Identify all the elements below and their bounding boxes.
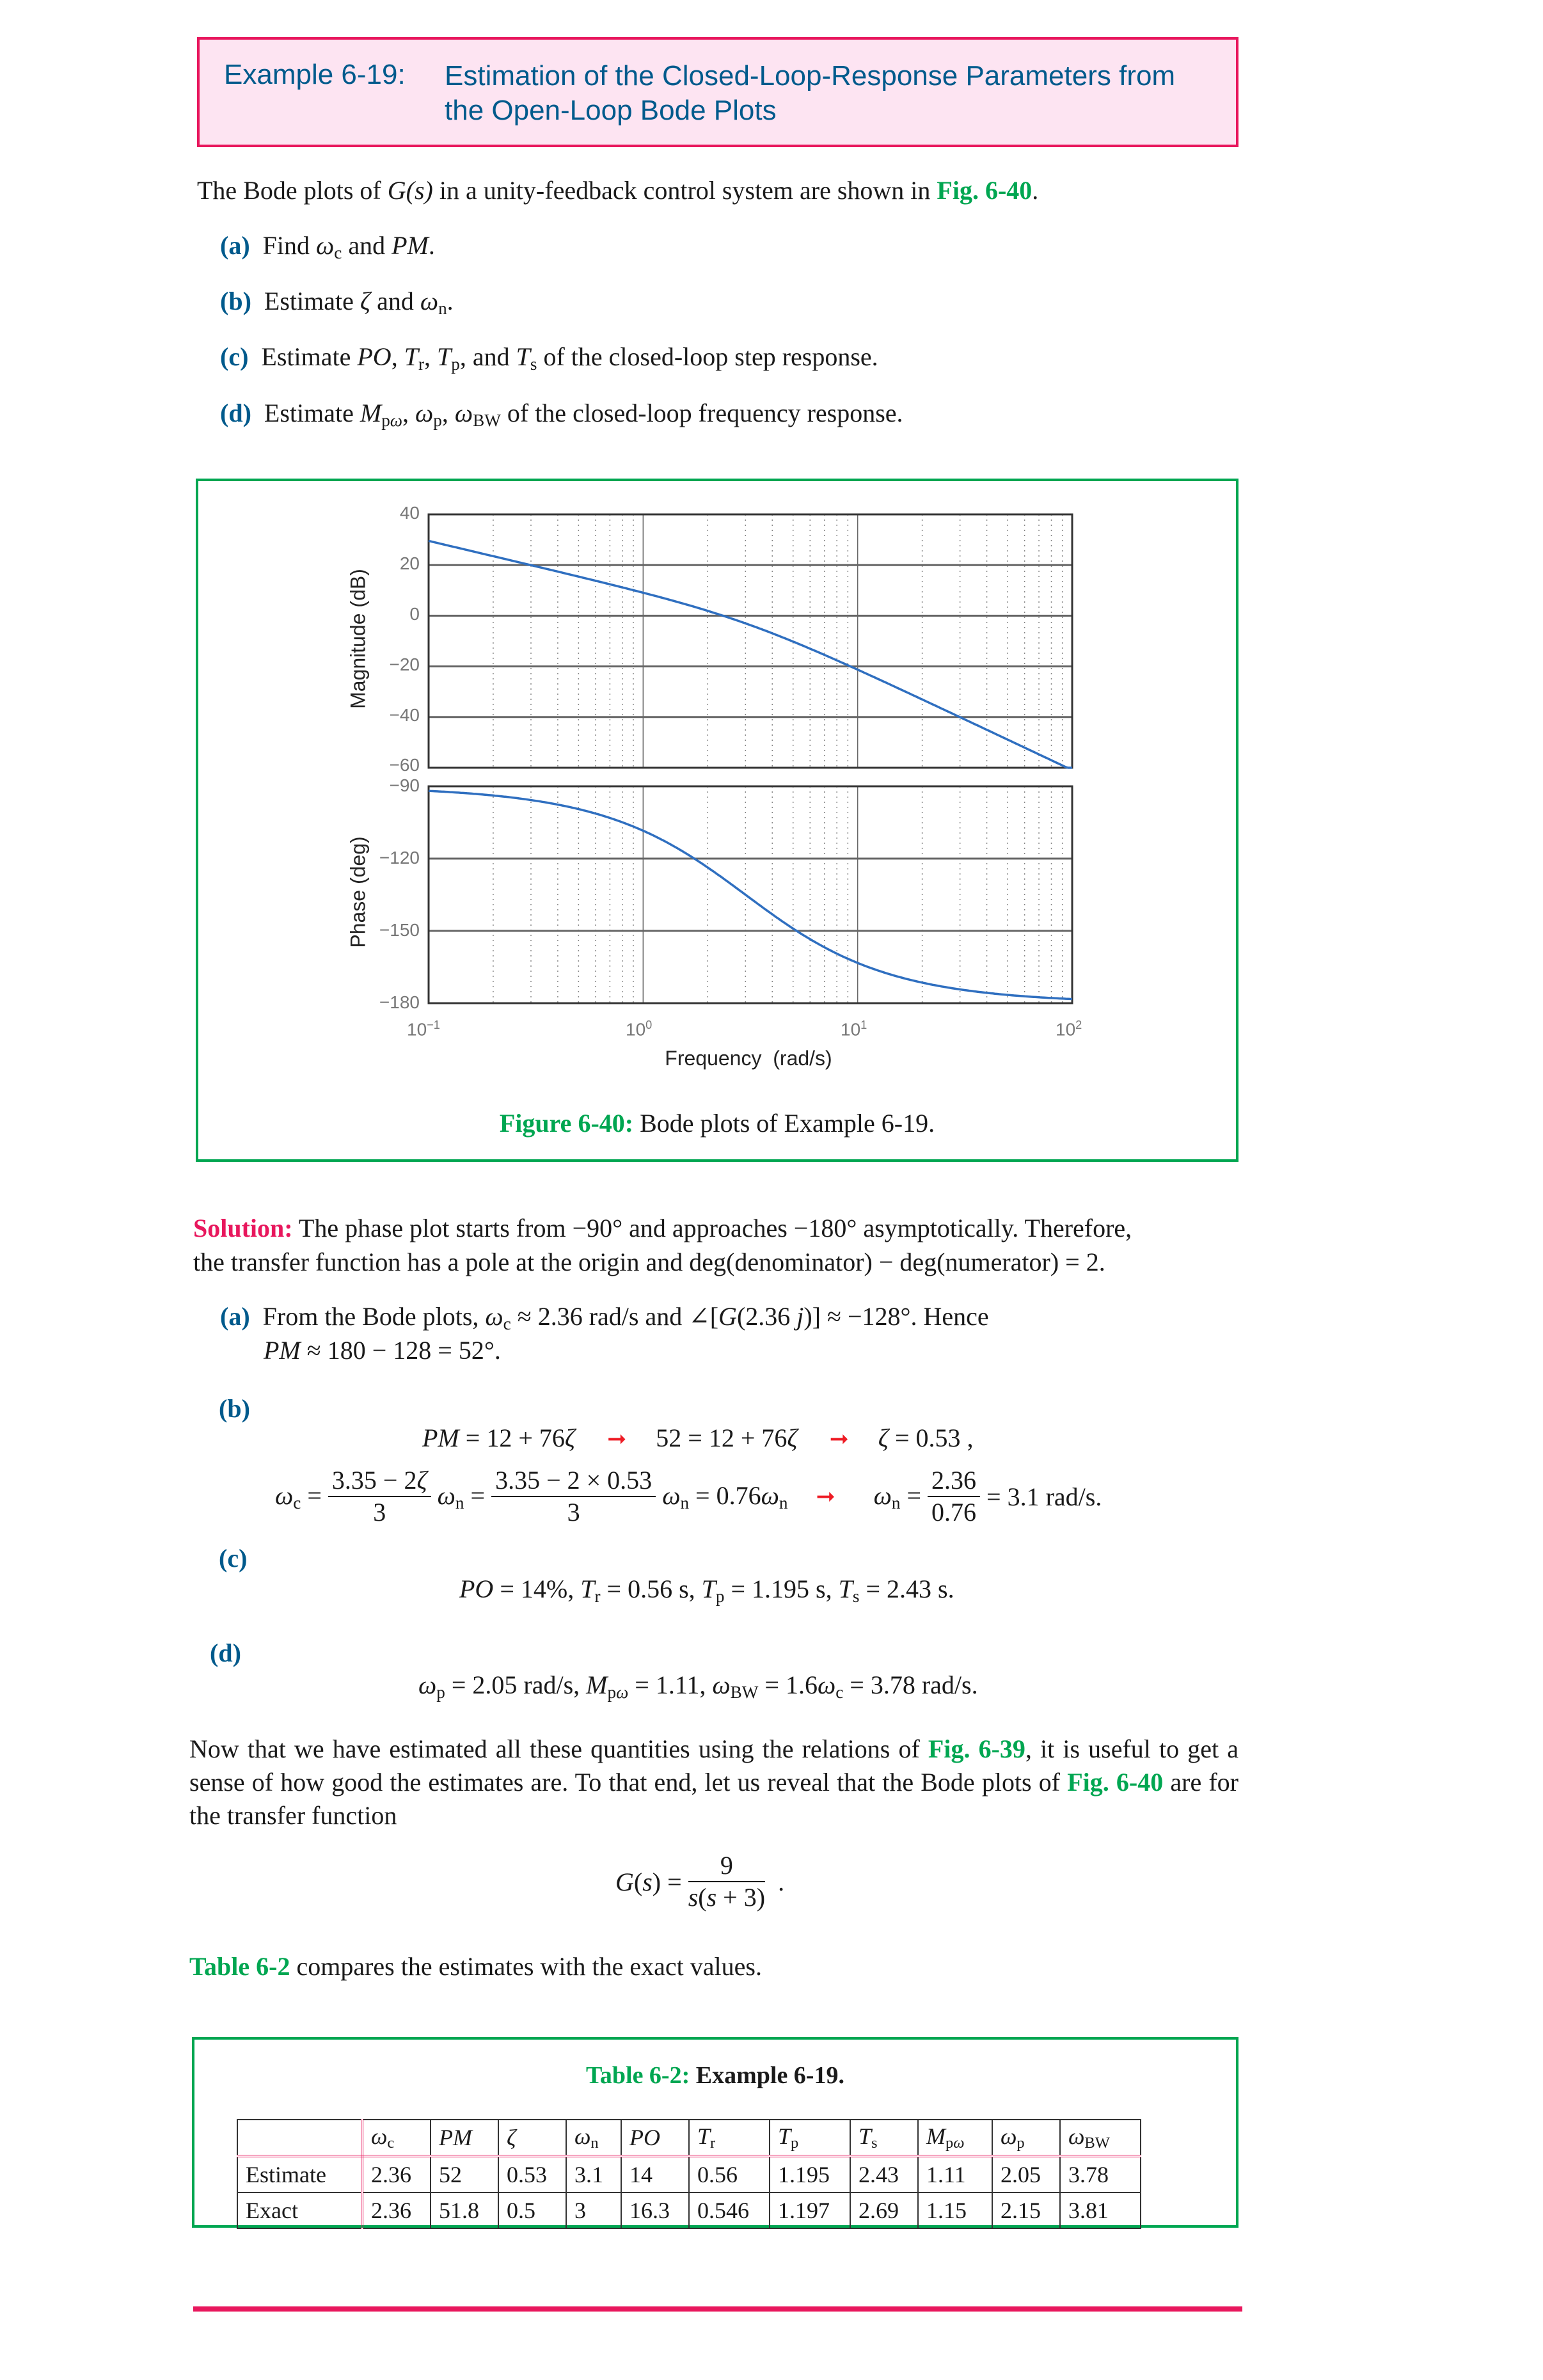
part-label: (a) — [220, 231, 250, 260]
arrow-icon: ➞ — [607, 1426, 627, 1452]
bode-plot — [0, 0, 1543, 1152]
part-label: (d) — [210, 1638, 241, 1667]
figure-caption-text: Bode plots of Example 6-19. — [640, 1109, 935, 1138]
fig-6-40-link[interactable]: Fig. 6-40 — [1067, 1768, 1164, 1797]
part-a-line-1: From the Bode plots, $\omega_c \approx 2.36$ rad/s and ∠[G(2.36 j)] ≈ −128°. Hence — [256, 1302, 989, 1333]
part-label: (c) — [219, 1544, 248, 1573]
phase-curve — [429, 791, 1072, 999]
intro-period: . — [1032, 176, 1039, 205]
mag-tick-40: 40 — [399, 503, 420, 523]
bottom-rule — [193, 2306, 1242, 2312]
x-tick-10: $10^1$ — [841, 1019, 867, 1040]
solution-line-1 — [193, 1212, 1249, 1245]
part-label: (c) — [220, 342, 249, 371]
part-text: Estimate PO, $T_r$, $T_p$, and $T_s$ of the closed-loop step response. — [255, 342, 878, 374]
part-c-equation: PO = 14%, $T_r = 0.56$ s, $T_p = 1.195$ s, $T_s = 2.43$ s. — [459, 1575, 954, 1606]
table-caption-label: Table 6-2: — [586, 2062, 690, 2089]
arrow-icon: ➞ — [816, 1483, 835, 1510]
part-text: Estimate $M_{p\omega}$, $\omega_p$, $\omega_{BW}$ of the closed-loop frequency response. — [257, 399, 903, 430]
phase-tick-neg90: −90 — [389, 775, 420, 795]
magnitude-axis-label: Magnitude (dB) — [346, 569, 370, 709]
part-label: (b) — [219, 1394, 250, 1423]
tf-fraction: $\frac{9}{s(s + 3)}$ — [688, 1851, 766, 1912]
fig-6-39-link[interactable]: Fig. 6-39 — [928, 1734, 1025, 1763]
magnitude-curve — [429, 541, 1072, 768]
mag-tick-20: 20 — [399, 553, 420, 573]
part-text: Estimate ζ and $\omega_n$. — [257, 287, 454, 318]
part-d-equation: $\omega_p = 2.05$ rad/s, $M_{p\omega} = 1.11$, $\omega_{BW} = 1.6\omega_c = 3.78$ rad/s. — [418, 1670, 978, 1702]
phase-tick-neg150: −150 — [379, 920, 420, 940]
magnitude-grid — [429, 514, 1072, 768]
fraction-1: $\frac{3.35 - 2\zeta}{3}$ — [328, 1465, 431, 1528]
intro-text: The Bode plots of — [197, 176, 388, 205]
transfer-function: G(s) = $\frac{9}{s(s + 3)}$ . — [615, 1851, 785, 1912]
mag-tick-neg40: −40 — [389, 705, 420, 725]
solution-part-c-label — [219, 1542, 247, 1575]
example-title: Estimation of the Closed-Loop-Response Parameters from the Open-Loop Bode Plots — [445, 60, 1176, 126]
part-label: (b) — [220, 287, 251, 315]
phase-axis-label: Phase (deg) — [346, 836, 370, 948]
fraction-3: $\frac{2.36}{0.76}$ — [928, 1465, 980, 1528]
x-tick-1: $10^0$ — [626, 1019, 653, 1040]
solution-text-1: The phase plot starts from −90° and approaches −180° asymptotically. Therefore, — [292, 1214, 1132, 1242]
fraction-2: $\frac{3.35 - 2 \times 0.53}{3}$ — [491, 1465, 656, 1528]
comparison-table — [237, 2119, 1141, 2229]
x-tick-100: $10^2$ — [1056, 1019, 1082, 1040]
part-a-line-2: PM ≈ 180 − 128 = 52°. — [264, 1336, 501, 1365]
table-box — [192, 2037, 1238, 2228]
example-number: Example 6-19: — [224, 59, 406, 90]
intro-function: G(s) — [387, 176, 433, 205]
part-label: (d) — [220, 399, 251, 427]
solution-line-2: the transfer function has a pole at the origin and deg(denominator) − deg(numerator) = 2. — [193, 1248, 1105, 1276]
part-b-equation-2: $\omega_c$ = $\frac{3.35 - 2\zeta}{3}$ $\omega_n$ = $\frac{3.35 - 2 \times 0.53}{3}$ $\omega_n = 0.76\omega_n$ ➞ $\omega_n$ = $\frac{2.36}{0.76}$ = 3.1 rad/s. — [275, 1466, 1102, 1527]
x-tick-0.1: $10^{-1}$ — [407, 1019, 440, 1040]
phase-tick-neg120: −120 — [379, 848, 420, 868]
closing-paragraph: Now that we have estimated all these quantities using the relations of Fig. 6-39, it is useful to get a sense of how good the estimates are. To that end, let us reveal that the Bode plots of Fig. 6-40 are for the transfer function — [189, 1734, 1239, 1830]
figure-link[interactable]: Fig. 6-40 — [937, 176, 1033, 205]
figure-caption-label: Figure 6-40: — [499, 1109, 634, 1138]
table-6-2-link[interactable]: Table 6-2 — [189, 1952, 290, 1981]
figure-caption — [196, 1107, 1238, 1140]
intro-text-2: in a unity-feedback control system are shown in — [432, 176, 937, 205]
phase-tick-neg180: −180 — [379, 992, 420, 1012]
part-text: Find $\omega_c$ and PM. — [256, 231, 435, 262]
solution-part-d-label — [210, 1637, 241, 1670]
table-caption — [194, 2061, 1236, 2090]
table-row-estimate: Estimate 2.36 52 0.53 3.1 14 0.56 1.195 2.43 1.11 2.05 3.78 — [237, 2156, 1141, 2193]
solution-part-b-label — [219, 1392, 250, 1425]
table-header-row: $\omega_c$ PM ζ $\omega_n$ PO $T_r$ $T_p$ $T_s$ $M_{p\omega}$ $\omega_p$ $\omega_{BW}$ — [237, 2120, 1141, 2156]
mag-tick-0: 0 — [409, 604, 420, 624]
table-intro: Table 6-2 compares the estimates with the exact values. — [189, 1952, 762, 1981]
mag-tick-neg20: −20 — [389, 654, 420, 674]
table-caption-text: Example 6-19. — [695, 2062, 844, 2089]
arrow-icon: ➞ — [829, 1426, 849, 1452]
part-b-equation-1: PM = 12 + 76ζ ➞ 52 = 12 + 76ζ ➞ ζ = 0.53 , — [422, 1424, 974, 1452]
frequency-axis-label: Frequency (rad/s) — [665, 1047, 832, 1070]
mag-tick-neg60: −60 — [389, 755, 420, 775]
solution-label: Solution: — [193, 1214, 293, 1242]
phase-grid — [429, 786, 1072, 1003]
table-row-exact: Exact 2.36 51.8 0.5 3 16.3 0.546 1.197 2.69 1.15 2.15 3.81 — [237, 2193, 1141, 2228]
part-label: (a) — [220, 1302, 250, 1331]
